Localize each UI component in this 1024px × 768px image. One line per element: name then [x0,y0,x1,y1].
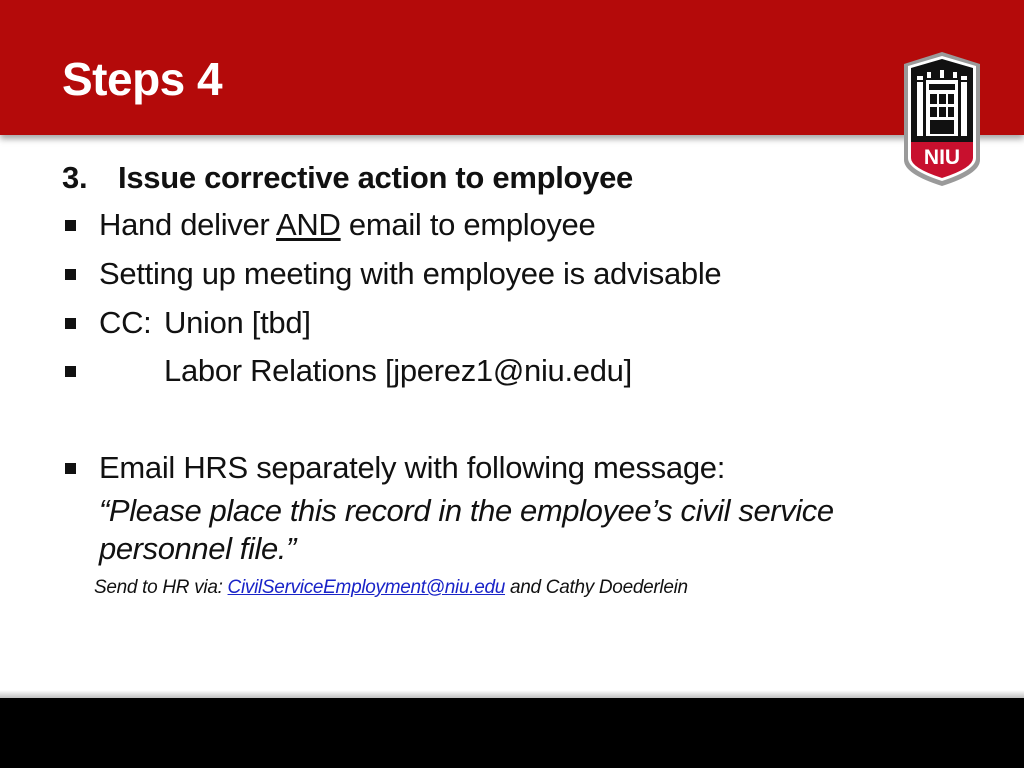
step-number: 3. [62,160,88,195]
bullet-square-icon [65,366,76,377]
bullet-text: email to employee [340,207,596,242]
bullet-text: Union [tbd] [164,305,311,340]
footer-shadow [0,690,1024,698]
bullet-text: Hand deliver [99,207,277,242]
emphasis-and: AND [276,207,341,242]
step-heading-text: Issue corrective action to employee [118,160,633,195]
bullet-square-icon [65,269,76,280]
bullet-text: Setting up meeting with employee is advisable [99,256,722,291]
hr-email-link[interactable]: CivilServiceEmployment@niu.edu [227,577,506,598]
bullet-square-icon [65,220,76,231]
bullet-text: Email HRS separately with following message: [99,450,726,485]
slide-title: Steps 4 [62,53,223,105]
note-prefix: Send to HR via: [94,577,228,598]
footer-band [0,698,1024,768]
send-to-hr-note [94,577,688,599]
bullet-square-icon [65,463,76,474]
bullet-text: Labor Relations [jperez1@niu.edu] [164,353,632,388]
hrs-message-quote: “Please place this record in the employee’s civil service personnel file.” [99,493,834,566]
note-suffix: and Cathy Doederlein [505,577,688,598]
bullet-square-icon [65,318,76,329]
cc-label: CC: [99,305,152,340]
step-heading [62,160,633,196]
logo-text: NIU [923,146,961,169]
